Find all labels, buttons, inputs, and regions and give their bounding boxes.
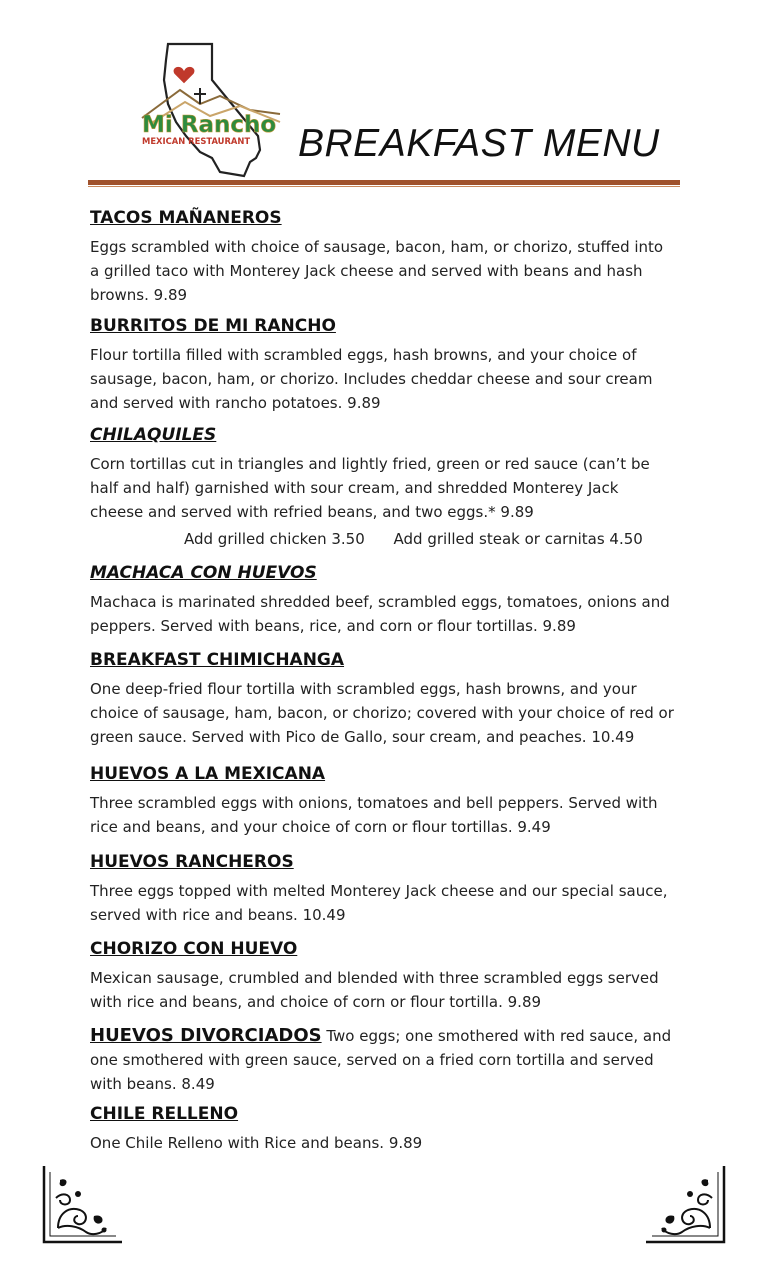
menu-item-name: TACOS MAÑANEROS	[90, 208, 282, 228]
menu-item-desc: Three scrambled eggs with onions, tomatoes and bell peppers. Served with rice and beans, and your choice of corn or flour tortillas. 9.49	[90, 794, 658, 836]
menu-item-name: MACHACA CON HUEVOS	[90, 563, 317, 583]
menu-item	[90, 316, 675, 415]
menu-item-desc: One Chile Relleno with Rice and beans. 9.89	[90, 1134, 423, 1152]
logo-subtext: MEXICAN RESTAURANT	[142, 136, 251, 146]
menu-item-desc: Eggs scrambled with choice of sausage, bacon, ham, or chorizo, stuffed into a grilled taco with Monterey Jack cheese and served with beans and hash browns. 9.89	[90, 238, 664, 304]
menu-item	[90, 425, 675, 524]
restaurant-logo	[140, 40, 290, 180]
menu-item-name: CHILAQUILES	[90, 425, 217, 445]
menu-item	[90, 939, 675, 1014]
menu-item-desc-block	[90, 1024, 675, 1096]
menu-item-desc: One deep-fried flour tortilla with scrambled eggs, hash browns, and your choice of sausage, ham, bacon, or chorizo; covered with your choice of red or green sauce. Served with Pico de Gallo, sour cream, and peaches. 10.49	[90, 680, 674, 746]
menu-item	[90, 650, 675, 749]
menu-item-name: BURRITOS DE MI RANCHO	[90, 316, 336, 336]
menu-item-name: HUEVOS RANCHEROS	[90, 852, 294, 872]
menu-item-name: HUEVOS A LA MEXICANA	[90, 764, 326, 784]
corner-ornament-right-icon	[640, 1158, 730, 1248]
menu-item	[90, 1024, 675, 1096]
menu-item-desc: Machaca is marinated shredded beef, scrambled eggs, tomatoes, onions and peppers. Served with beans, rice, and corn or flour tortillas. 9.89	[90, 593, 670, 635]
menu-item-name: CHILE RELLENO	[90, 1104, 239, 1124]
menu-item-desc: Flour tortilla filled with scrambled eggs, hash browns, and your choice of sausage, bacon, ham, or chorizo. Includes cheddar cheese and sour cream and served with rancho potatoes. 9.89	[90, 346, 653, 412]
menu-item	[90, 1104, 675, 1155]
menu-item-desc: Two eggs; one smothered with red sauce, and one smothered with green sauce, served on a fried corn tortilla and served with beans. 8.49	[90, 1027, 672, 1093]
menu-item	[90, 208, 675, 307]
menu-item-desc: Mexican sausage, crumbled and blended with three scrambled eggs served with rice and beans, and choice of corn or flour tortilla. 9.89	[90, 969, 659, 1011]
menu-item	[90, 852, 675, 927]
chilaquiles-addons	[184, 530, 643, 548]
menu-item	[90, 764, 675, 839]
menu-item-desc: Corn tortillas cut in triangles and lightly fried, green or red sauce (can’t be half and half) garnished with sour cream, and shredded Monterey Jack cheese and served with refried beans, and two eggs.* 9.89	[90, 455, 650, 521]
page-title: BREAKFAST MENU	[298, 122, 660, 165]
addon-steak: Add grilled steak or carnitas 4.50	[393, 530, 643, 548]
corner-ornament-left-icon	[38, 1158, 128, 1248]
menu-item	[90, 563, 675, 638]
menu-item-name: HUEVOS DIVORCIADOS	[90, 1025, 322, 1046]
logo-text: Mi Rancho	[142, 112, 277, 138]
menu-item-name: CHORIZO CON HUEVO	[90, 939, 298, 959]
addon-chicken: Add grilled chicken 3.50	[184, 530, 365, 548]
menu-item-desc: Three eggs topped with melted Monterey Jack cheese and our special sauce, served with rice and beans. 10.49	[90, 882, 668, 924]
title-divider-thin	[88, 186, 680, 187]
menu-item-name: BREAKFAST CHIMICHANGA	[90, 650, 345, 670]
title-divider	[88, 180, 680, 185]
